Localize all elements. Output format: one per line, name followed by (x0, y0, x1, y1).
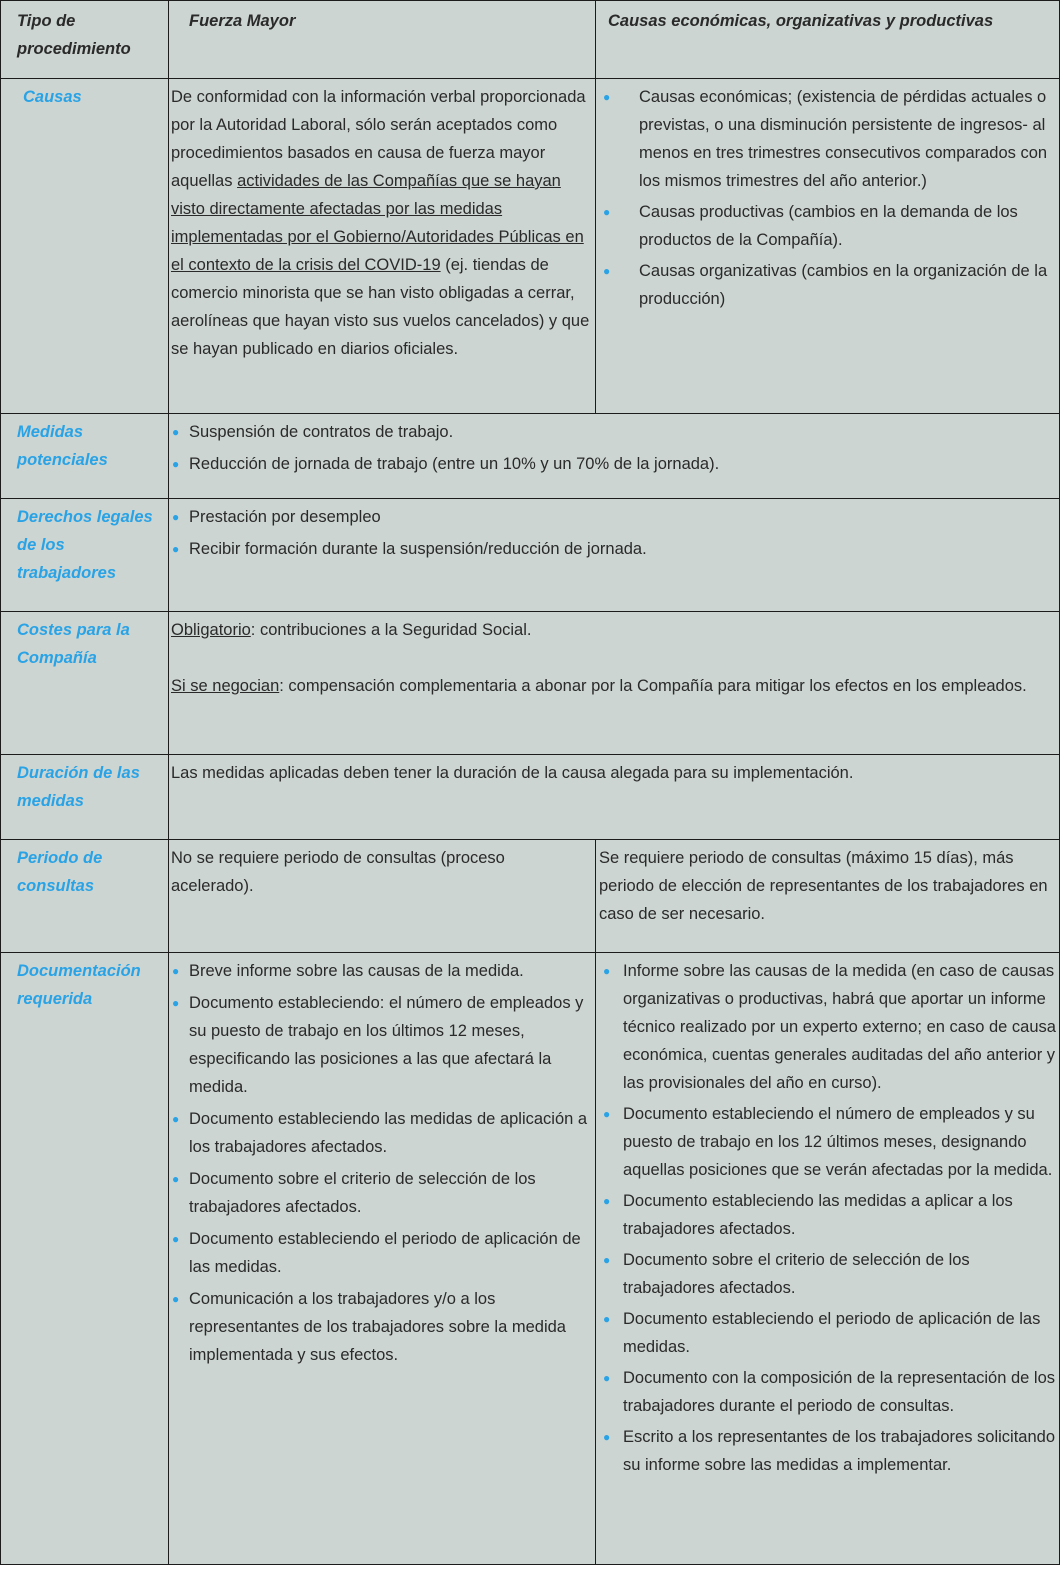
list-item: ● Suspensión de contratos de trabajo. (171, 418, 1055, 446)
medidas-cell (169, 414, 1060, 499)
row-documentacion (1, 953, 1060, 1565)
list-item: ● Causas productivas (cambios en la demanda de los productos de la Compañía). (599, 198, 1057, 254)
costes-negocian-text: : compensación complementaria a abonar por la Compañía para mitigar los efectos en los empleados. (279, 677, 1027, 695)
row-costes (1, 612, 1060, 755)
list-item: ● Recibir formación durante la suspensión/reducción de jornada. (171, 535, 1055, 563)
header-row (1, 1, 1060, 79)
list-item: ● Documento con la composición de la representación de los trabajadores durante el periodo de consultas. (599, 1364, 1057, 1420)
row-periodo (1, 840, 1060, 953)
row-derechos (1, 499, 1060, 612)
list-item: ● Comunicación a los trabajadores y/o a los representantes de los trabajadores sobre la medida implementada y sus efectos. (171, 1285, 591, 1369)
row-label-medidas: Medidas potenciales (1, 414, 169, 499)
causas-force-majeure-cell (169, 79, 596, 414)
derechos-cell (169, 499, 1060, 612)
row-label-periodo: Periodo de consultas (1, 840, 169, 953)
medidas-list (171, 418, 1055, 478)
duracion-cell: Las medidas aplicadas deben tener la duración de la causa alegada para su implementación. (169, 755, 1060, 840)
causas-economic-list (599, 83, 1057, 313)
list-item: ● Reducción de jornada de trabajo (entre un 10% y un 70% de la jornada). (171, 450, 1055, 478)
causas-economic-cell (596, 79, 1060, 414)
periodo-force-majeure-cell: No se requiere periodo de consultas (proceso acelerado). (169, 840, 596, 953)
list-item: ● Documento estableciendo: el número de empleados y su puesto de trabajo en los últimos 12 meses, especificando las posiciones a las que afectará la medida. (171, 989, 591, 1101)
list-item: ● Causas organizativas (cambios en la organización de la producción) (599, 257, 1057, 313)
documentacion-economic-cell (596, 953, 1060, 1565)
documentacion-eco-list (599, 957, 1057, 1479)
list-item: ● Documento estableciendo las medidas a aplicar a los trabajadores afectados. (599, 1187, 1057, 1243)
list-item: ● Documento estableciendo el número de empleados y su puesto de trabajo en los 12 últimos meses, designando aquellas posiciones que se verán afectadas por la medida. (599, 1100, 1057, 1184)
row-label-causas: Causas (1, 79, 169, 414)
header-procedure-type: Tipo de procedimiento (1, 1, 169, 79)
row-medidas (1, 414, 1060, 499)
costes-obligatorio (171, 616, 1055, 644)
row-label-costes: Costes para la Compañía (1, 612, 169, 755)
list-item: ● Prestación por desempleo (171, 503, 1055, 531)
costes-cell (169, 612, 1060, 755)
causas-force-majeure-text (171, 83, 591, 363)
list-item: ● Escrito a los representantes de los trabajadores solicitando su informe sobre las medidas a implementar. (599, 1423, 1057, 1479)
list-item: ● Documento estableciendo el periodo de aplicación de las medidas. (599, 1305, 1057, 1361)
row-causas (1, 79, 1060, 414)
costes-obligatorio-text: : contribuciones a la Seguridad Social. (250, 621, 532, 639)
derechos-list (171, 503, 1055, 563)
costes-negocian (171, 672, 1055, 700)
list-item: ● Informe sobre las causas de la medida (en caso de causas organizativas o productivas, habrá que aportar un informe técnico realizado por un experto externo; en caso de causa económica, cuentas generales auditadas del año anterior y las provisionales del año en curso). (599, 957, 1057, 1097)
list-item: ● Documento estableciendo el periodo de aplicación de las medidas. (171, 1225, 591, 1281)
list-item: ● Causas económicas; (existencia de pérdidas actuales o previstas, o una disminución persistente de ingresos- al menos en tres trimestres consecutivos comparados con los mismos trimestres del año anterior.) (599, 83, 1057, 195)
causas-fm-text-part1: De conformidad con la información verbal proporcionada por la Autoridad Laboral, sólo serán aceptados como procedimientos basados en causa de fuerza mayor aquellas (171, 88, 586, 190)
costes-negocian-label: Si se negocian (171, 677, 280, 695)
list-item: ● Documento estableciendo las medidas de aplicación a los trabajadores afectados. (171, 1105, 591, 1161)
costes-obligatorio-label: Obligatorio (171, 621, 251, 639)
list-item: ● Breve informe sobre las causas de la medida. (171, 957, 591, 985)
causas-fm-text-part2: (ej. tiendas de comercio minorista que se han visto obligadas a cerrar, aerolíneas que hayan visto sus vuelos cancelados) y que se hayan publicado en diarios oficiales. (171, 256, 590, 358)
row-label-documentacion: Documentación requerida (1, 953, 169, 1565)
list-item: ● Documento sobre el criterio de selección de los trabajadores afectados. (171, 1165, 591, 1221)
row-label-derechos: Derechos legales de los trabajadores (1, 499, 169, 612)
list-item: ● Documento sobre el criterio de selección de los trabajadores afectados. (599, 1246, 1057, 1302)
header-economic-causes: Causas económicas, organizativas y productivas (596, 1, 1060, 79)
row-duracion (1, 755, 1060, 840)
periodo-economic-cell: Se requiere periodo de consultas (máximo 15 días), más periodo de elección de representantes de los trabajadores en caso de ser necesario. (596, 840, 1060, 953)
row-label-duracion: Duración de las medidas (1, 755, 169, 840)
documentacion-force-majeure-cell (169, 953, 596, 1565)
header-force-majeure: Fuerza Mayor (169, 1, 596, 79)
documentacion-fm-list (171, 957, 591, 1369)
causas-fm-underlined-text: actividades de las Compañías que se hayan visto directamente afectadas por las medidas implementadas por el Gobierno/Autoridades Públicas en el contexto de la crisis del COVID-19 (171, 172, 584, 274)
